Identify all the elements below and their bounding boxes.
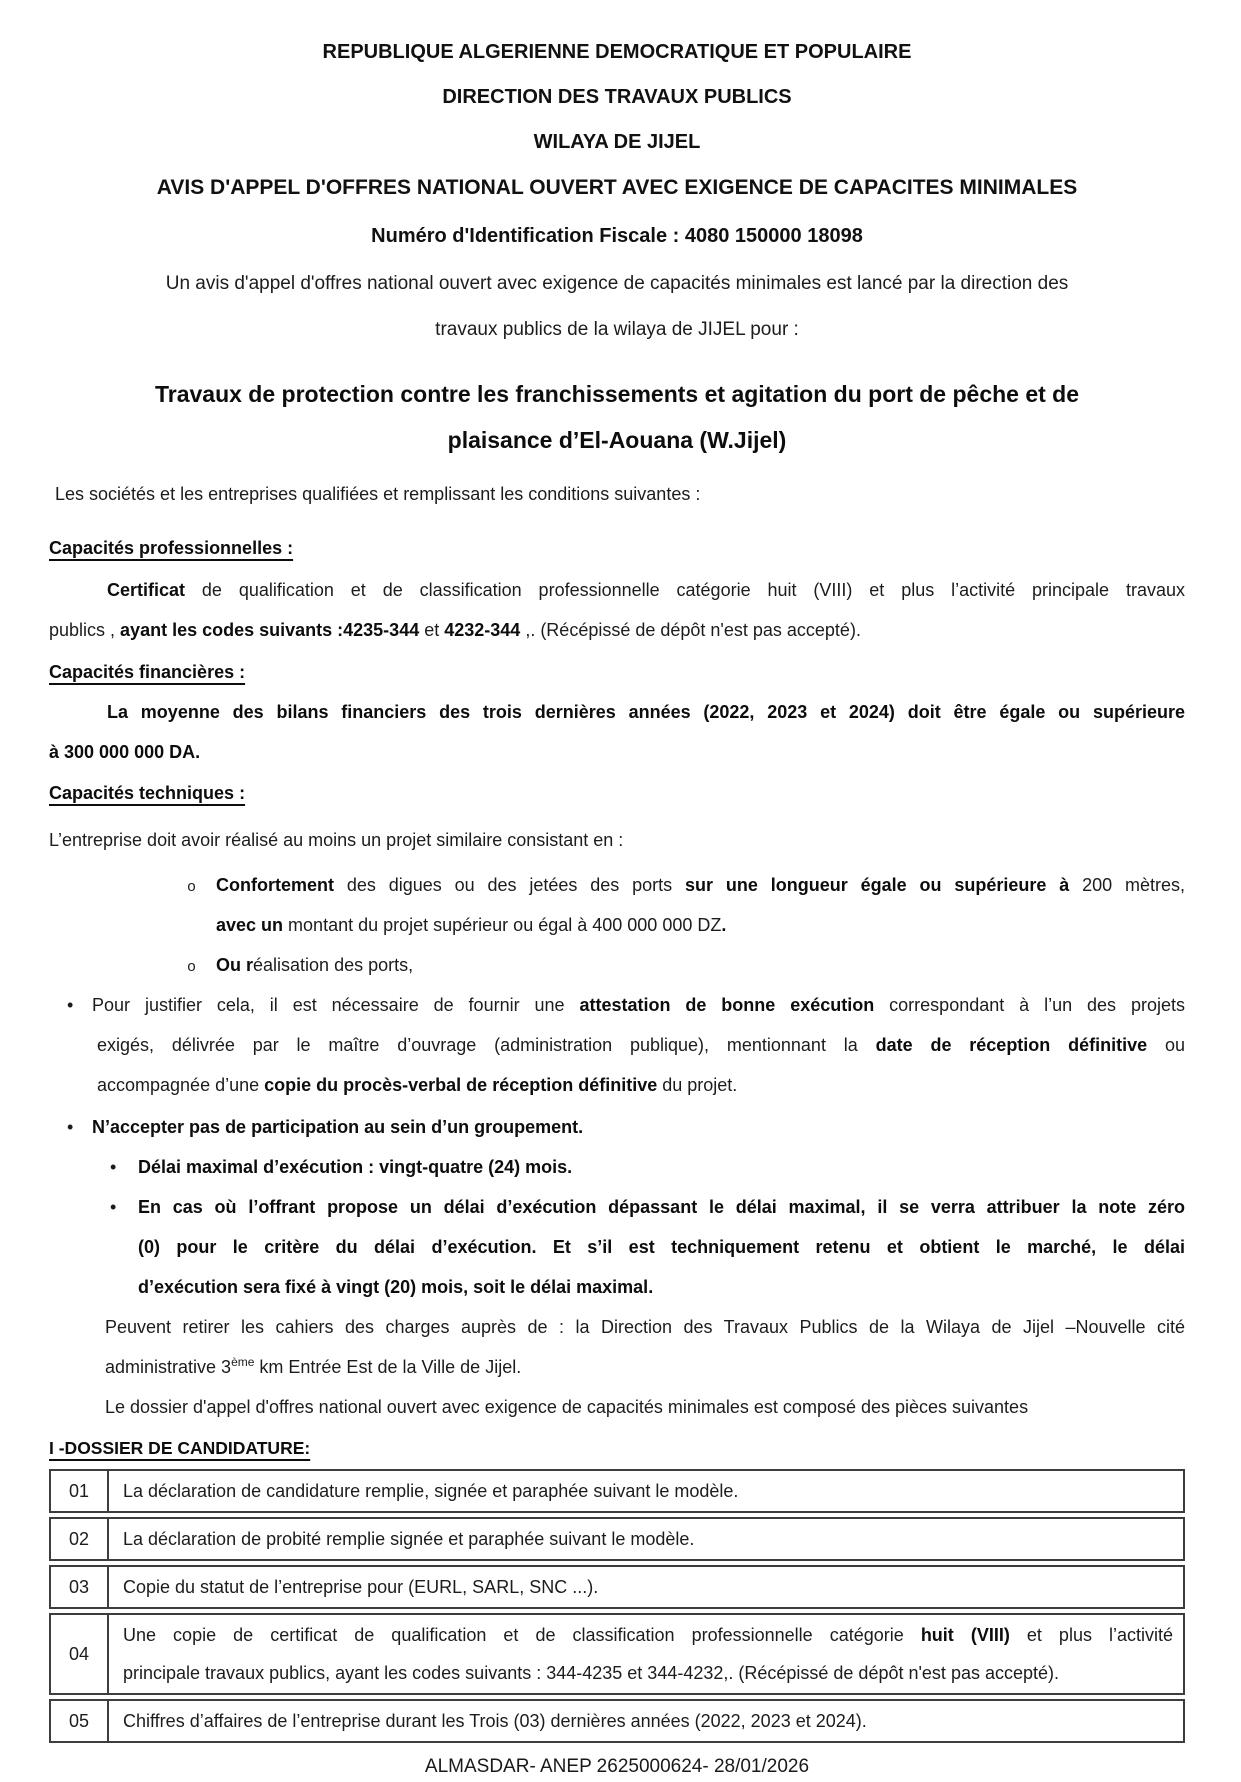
text-run: La moyenne des bilans financiers des trois dernières années (2022, 2023 et 2024) doit être égale ou supérieure <box>107 702 1185 722</box>
table-row <box>49 1517 1185 1561</box>
row-number: 02 <box>49 1517 109 1561</box>
text-line <box>49 610 1185 650</box>
text-run: éalisation des ports, <box>253 955 414 975</box>
text-line <box>123 1472 1173 1510</box>
text-run: du projet. <box>657 1075 738 1095</box>
text-run: N’accepter pas de participation au sein d’un groupement. <box>92 1117 584 1137</box>
text-run: montant du projet supérieur ou égal à 400 000 000 DZ <box>283 915 722 935</box>
text-run: avec un <box>216 915 284 935</box>
text-run: Capacités financières : <box>49 662 246 682</box>
ou-block <box>49 945 1185 985</box>
row-description <box>109 1613 1185 1695</box>
pjust-block <box>49 985 1185 1105</box>
idos-block <box>49 1431 1185 1465</box>
dossier-block <box>49 1387 1185 1427</box>
row-description <box>109 1699 1185 1743</box>
text-line <box>49 865 1185 905</box>
text-line <box>49 692 1185 732</box>
text-line <box>49 985 1185 1025</box>
text-run: Délai maximal d’exécution : vingt-quatre (24) mois. <box>138 1157 573 1177</box>
row-number: 01 <box>49 1469 109 1513</box>
entr-block <box>49 820 1185 860</box>
text-line <box>49 261 1185 307</box>
text-line <box>49 945 1185 985</box>
lessoc-block <box>49 474 1185 514</box>
text-line <box>49 474 1185 514</box>
text-line <box>123 1568 1173 1606</box>
text-run: Travaux de protection contre les franchissements et agitation du port de pêche et de <box>154 381 1080 407</box>
table-row <box>49 1469 1185 1513</box>
text-run: de qualification et de classification professionnelle catégorie huit (VIII) et plus l’activité principale travaux <box>185 580 1185 600</box>
text-line <box>49 1025 1185 1065</box>
text-run: des digues ou des jetées des ports <box>334 875 686 895</box>
anep-footer <box>49 1752 1185 1782</box>
text-line <box>123 1654 1173 1692</box>
bullet-dot-marker: • <box>67 1117 74 1137</box>
cert-block <box>49 570 1185 650</box>
text-run: correspondant à l’un des projets <box>874 995 1185 1015</box>
text-run: Les sociétés et les entreprises qualifiées et remplissant les conditions suivantes : <box>55 484 701 504</box>
row-number: 04 <box>49 1613 109 1695</box>
text-run: km Entrée Est de la Ville de Jijel. <box>254 1357 522 1377</box>
text-run: 200 mètres, <box>1082 875 1185 895</box>
hdr-block <box>49 30 1185 210</box>
text-line <box>49 570 1185 610</box>
text-run: L’entreprise doit avoir réalisé au moins un projet similaire consistant en : <box>49 830 624 850</box>
text-line <box>49 652 1185 692</box>
text-run: Capacités techniques : <box>49 783 246 803</box>
bullet-circle-marker: o <box>187 959 197 976</box>
text-run: exigés, délivrée par le maître d’ouvrage (administration publique), mentionnant la <box>97 1035 876 1055</box>
text-run: Copie du statut de l’entreprise pour (EURL, SARL, SNC ...). <box>123 1577 599 1597</box>
text-line <box>49 371 1185 417</box>
text-line <box>49 1267 1185 1307</box>
text-line <box>49 1065 1185 1105</box>
fin-block <box>49 692 1185 772</box>
text-run: copie du procès-verbal de réception définitive <box>264 1075 658 1095</box>
text-run: La déclaration de candidature remplie, signée et paraphée suivant le modèle. <box>123 1481 739 1501</box>
bullet-dot-marker: • <box>110 1157 117 1177</box>
text-run: et <box>419 620 445 640</box>
text-line <box>49 307 1185 353</box>
text-run: Capacités professionnelles : <box>49 538 294 558</box>
text-line <box>123 1616 1173 1654</box>
encas-block <box>49 1187 1185 1307</box>
text-run: travaux publics de la wilaya de JIJEL pour : <box>435 319 799 340</box>
text-line <box>49 732 1185 772</box>
text-run: DIRECTION DES TRAVAUX PUBLICS <box>442 86 792 108</box>
text-run: publics , <box>49 620 121 640</box>
capprof-block <box>49 528 1185 568</box>
text-line <box>49 120 1185 165</box>
row-description <box>109 1565 1185 1609</box>
text-run: (0) pour le critère du délai d’exécution. Et s’il est techniquement retenu et obtient le marché, le délai <box>138 1237 1185 1257</box>
nacc-block <box>49 1107 1185 1147</box>
text-run: Un avis d'appel d'offres national ouvert avec exigence de capacités minimales est lancé par la direction des <box>165 273 1069 294</box>
text-line <box>49 1147 1185 1187</box>
retirer-block <box>49 1307 1185 1387</box>
text-run: . <box>721 915 727 935</box>
table-block <box>49 1465 1185 1747</box>
text-line <box>123 1520 1173 1558</box>
text-run: accompagnée d’une <box>97 1075 265 1095</box>
candidature-table <box>49 1465 1185 1747</box>
text-line <box>49 1187 1185 1227</box>
captech-block <box>49 773 1185 813</box>
text-line <box>49 30 1185 75</box>
text-run: En cas où l’offrant propose un délai d’exécution dépassant le délai maximal, il se verra attribuer la note zéro <box>138 1197 1185 1217</box>
document-body <box>49 30 1185 1747</box>
bullet-circle-marker: o <box>187 879 197 896</box>
text-line <box>49 1307 1185 1347</box>
anep-reference: ALMASDAR- ANEP 2625000624- 28/01/2026 <box>424 1756 810 1777</box>
title-block <box>49 371 1185 463</box>
row-number: 03 <box>49 1565 109 1609</box>
text-line <box>49 1227 1185 1267</box>
delai-block <box>49 1147 1185 1187</box>
bullet-dot-marker: • <box>110 1197 117 1217</box>
text-line <box>49 1431 1185 1465</box>
conf-block <box>49 865 1185 945</box>
row-description <box>109 1469 1185 1513</box>
text-run: ou <box>1147 1035 1185 1055</box>
nif-block <box>49 213 1185 259</box>
bullet-dot-marker: • <box>67 995 74 1015</box>
text-run: Peuvent retirer les cahiers des charges auprès de : la Direction des Travaux Publics de la Wilaya de Jijel –Nouvelle cité <box>105 1317 1185 1337</box>
text-run: REPUBLIQUE ALGERIENNE DEMOCRATIQUE ET POPULAIRE <box>322 41 912 63</box>
text-line <box>49 905 1185 945</box>
text-run: d’exécution sera fixé à vingt (20) mois, soit le délai maximal. <box>138 1277 654 1297</box>
text-line <box>49 213 1185 259</box>
text-run: Chiffres d’affaires de l’entreprise durant les Trois (03) dernières années (2022, 2023 et 2024). <box>123 1711 867 1731</box>
text-line <box>49 165 1185 210</box>
intro-block <box>49 261 1185 353</box>
text-run: huit (VIII) <box>920 1625 1010 1645</box>
text-run: Certificat <box>107 580 186 600</box>
row-description <box>109 1517 1185 1561</box>
text-run: ,. (Récépissé de dépôt n'est pas accepté). <box>520 620 861 640</box>
text-line <box>49 820 1185 860</box>
text-run: sur une longueur égale ou supérieure à <box>685 875 1083 895</box>
text-run: date de réception définitive <box>875 1035 1148 1055</box>
text-run: administrative 3 <box>105 1357 232 1377</box>
text-run: principale travaux publics, ayant les codes suivants : 344-4235 et 344-4232,. (Récépissé de dépôt n'est pas accepté). <box>123 1663 1059 1683</box>
text-run: Confortement <box>216 875 334 895</box>
text-run: et plus l’activité <box>1009 1625 1174 1645</box>
text-run: 4232-344 <box>444 620 521 640</box>
text-run: Une copie de certificat de qualification et de classification professionnelle catégorie <box>123 1625 921 1645</box>
row-number: 05 <box>49 1699 109 1743</box>
text-run: ème <box>231 1355 255 1369</box>
text-run: Ou r <box>216 955 254 975</box>
text-line <box>123 1702 1173 1740</box>
table-row <box>49 1565 1185 1609</box>
text-run: Le dossier d'appel d'offres national ouvert avec exigence de capacités minimales est composé des pièces suivantes <box>105 1397 1029 1417</box>
text-line <box>49 1107 1185 1147</box>
text-run: Pour justifier cela, il est nécessaire de fournir une <box>92 995 580 1015</box>
text-run: attestation de bonne exécution <box>579 995 875 1015</box>
text-run: AVIS D'APPEL D'OFFRES NATIONAL OUVERT AVEC EXIGENCE DE CAPACITES MINIMALES <box>156 176 1078 199</box>
text-run: ayant les codes suivants :4235-344 <box>120 620 420 640</box>
capfin-block <box>49 652 1185 692</box>
text-line <box>49 528 1185 568</box>
text-line <box>49 773 1185 813</box>
text-run: I -DOSSIER DE CANDIDATURE: <box>49 1438 311 1458</box>
text-run: Numéro d'Identification Fiscale : 4080 150000 18098 <box>371 225 863 247</box>
table-row <box>49 1699 1185 1743</box>
text-run: La déclaration de probité remplie signée et paraphée suivant le modèle. <box>123 1529 695 1549</box>
table-row <box>49 1613 1185 1695</box>
text-line <box>49 1387 1185 1427</box>
text-line <box>49 75 1185 120</box>
text-run: à 300 000 000 DA. <box>49 742 201 762</box>
text-line <box>49 1347 1185 1387</box>
text-run: WILAYA DE JIJEL <box>533 131 701 153</box>
text-run: plaisance d’El-Aouana (W.Jijel) <box>447 427 787 453</box>
text-line <box>49 417 1185 463</box>
